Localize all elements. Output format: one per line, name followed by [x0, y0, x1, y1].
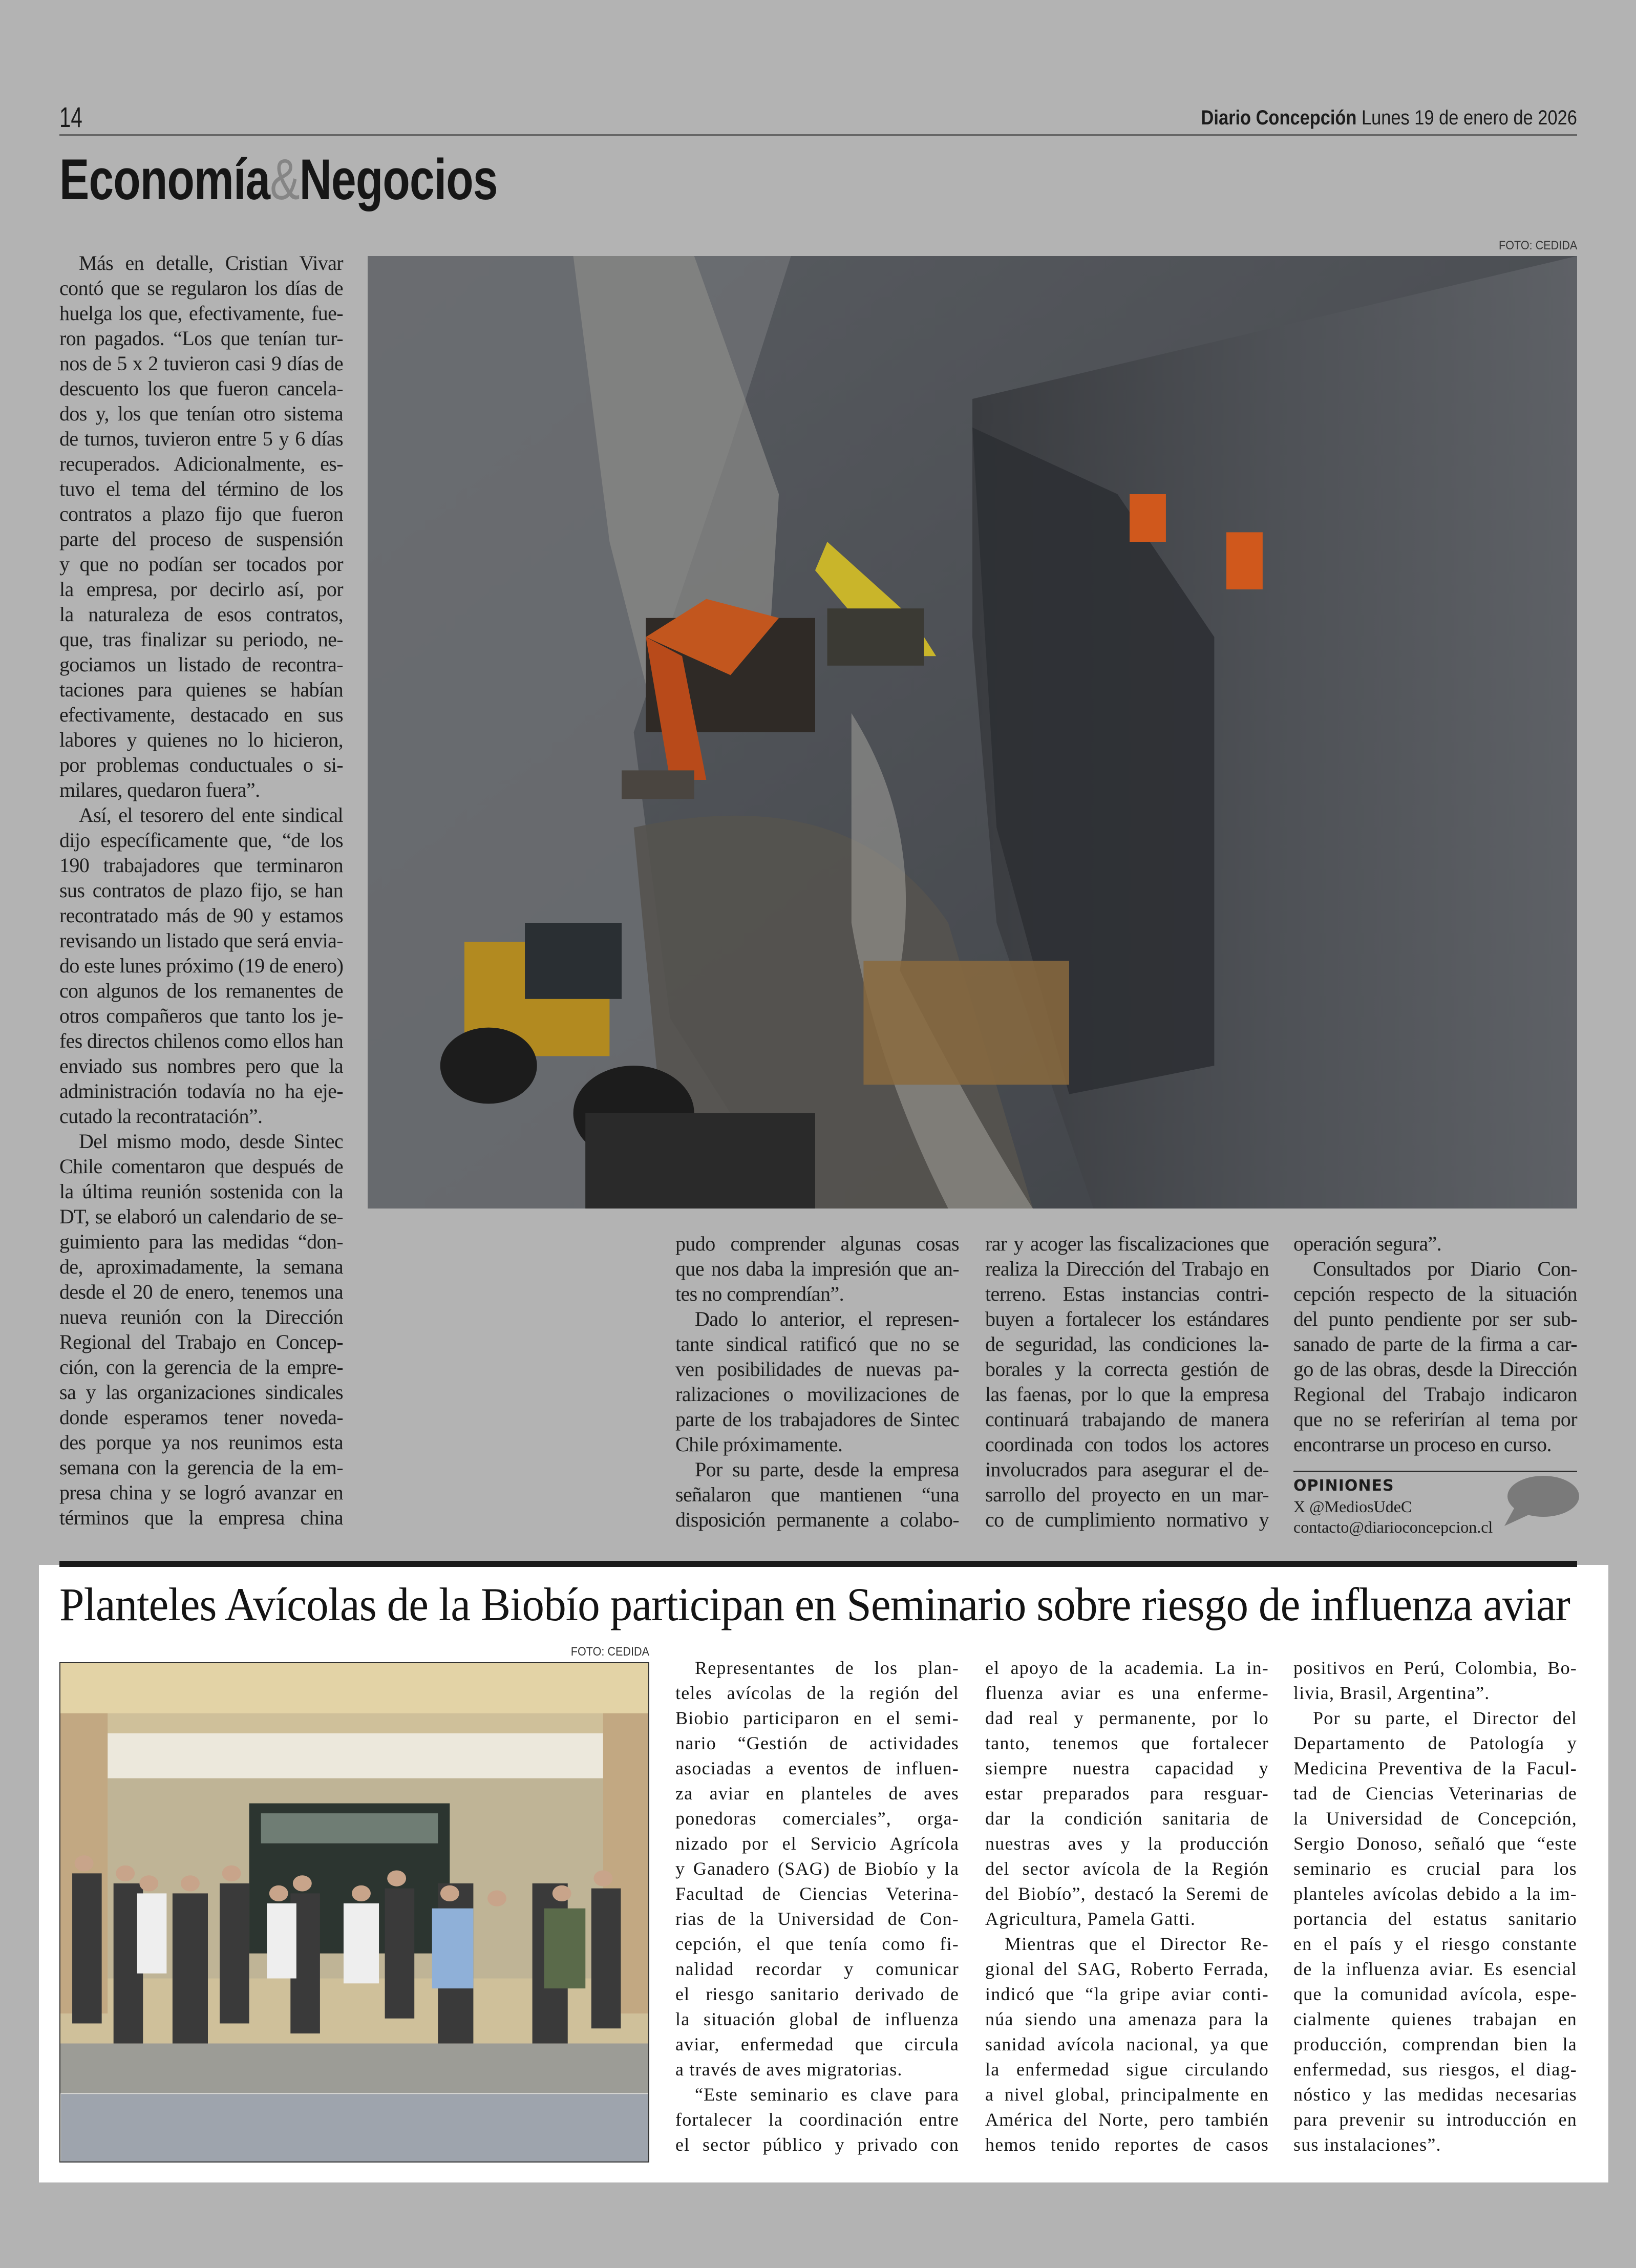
text-line: sanado de parte de la firma a car-	[1293, 1332, 1577, 1355]
text-line: “Este seminario es clave para	[695, 2084, 959, 2105]
text-line: el sector público y privado con	[675, 2134, 959, 2155]
text-line: de turnos, tuvieron entre 5 y 6 días	[59, 427, 343, 450]
text-line: fluenza aviar es una enferme-	[985, 1683, 1269, 1703]
text-line: las faenas, por lo que la empresa	[985, 1383, 1269, 1406]
text-line: desde el 20 de enero, tenemos una	[59, 1280, 343, 1303]
opiniones-email[interactable]: contacto@diarioconcepcion.cl	[1293, 1518, 1493, 1536]
text-line: de seguridad, las condiciones la-	[985, 1332, 1269, 1355]
text-line: aviar, enfermedad que circula	[675, 2034, 959, 2054]
text-line: enfermedad, sus riesgos, el diag-	[1293, 2059, 1577, 2080]
header-rule	[59, 134, 1577, 136]
text-line: que la comunidad avícola, espe-	[1293, 1984, 1577, 2004]
text-line: planteles avícolas debido a la im-	[1293, 1883, 1577, 1904]
text-line: des porque ya nos reunimos esta	[59, 1431, 343, 1454]
text-line: la empresa, por decirlo así, por	[59, 578, 343, 601]
text-line: recuperados. Adicionalmente, es-	[59, 452, 343, 475]
text-line: Facultad de Ciencias Veterina-	[675, 1883, 959, 1904]
text-line: nóstico y las medidas necesarias	[1293, 2084, 1577, 2105]
text-line: dos y, los que tenían otro sistema	[59, 402, 343, 425]
text-line: que nos daba la impresión que an-	[675, 1257, 959, 1280]
text-line: terreno. Estas instancias contri-	[985, 1282, 1269, 1305]
text-line: asociadas a eventos de influen-	[675, 1758, 959, 1778]
text-line: cepción respecto de la situación	[1293, 1282, 1577, 1305]
text-line: producción, comprendan bien la	[1293, 2034, 1577, 2054]
text-line: por problemas conductuales o si-	[59, 753, 343, 776]
text-line: nalidad recordar y comunicar	[675, 1959, 959, 1979]
text-line: Agricultura, Pamela Gatti.	[985, 1909, 1196, 1929]
text-line: Sergio Donoso, señaló que “este	[1293, 1833, 1577, 1854]
text-line: siempre nuestra capacidad y	[985, 1758, 1269, 1778]
text-line: portancia del estatus sanitario	[1293, 1909, 1577, 1929]
text-line: rar y acoger las fiscalizaciones que	[985, 1232, 1269, 1255]
text-line: ron pagados. “Los que tenían tur-	[59, 327, 343, 350]
text-line: que, tras finalizar su periodo, ne-	[59, 628, 343, 651]
text-line: tuvo el tema del término de los	[59, 477, 343, 500]
text-line: sa y las organizaciones sindicales	[59, 1381, 343, 1404]
text-line: Departamento de Patología y	[1293, 1733, 1577, 1753]
text-line: ción, con la gerencia de la empre-	[59, 1355, 343, 1379]
group-photo	[59, 1662, 649, 2163]
text-line: huelga los que, efectivamente, fue-	[59, 302, 343, 325]
text-line: guimiento para las medidas “don-	[59, 1230, 343, 1253]
text-line: rias de la Universidad de Con-	[675, 1909, 959, 1929]
text-line: dad real y permanente, por lo	[985, 1708, 1269, 1728]
article-column-2	[675, 1232, 959, 1533]
section-title-right: Negocios	[299, 147, 498, 211]
text-line: Chile próximamente.	[675, 1433, 843, 1456]
text-line: del sector avícola de la Región	[985, 1858, 1269, 1879]
text-line: hemos tenido reportes de casos	[985, 2134, 1269, 2155]
text-line: y Ganadero (SAG) de Biobío y la	[675, 1858, 959, 1879]
text-line: teles avícolas de la región del	[675, 1683, 959, 1703]
text-line: ven posibilidades de nuevas pa-	[675, 1358, 959, 1381]
text-line: Consultados por Diario Con-	[1313, 1257, 1577, 1280]
construction-site-photo	[368, 256, 1577, 1209]
text-line: presa china y se logró avanzar en	[59, 1481, 343, 1504]
text-line: pudo comprender algunas cosas	[675, 1232, 959, 1255]
opiniones-social-handle[interactable]: X @MediosUdeC	[1293, 1497, 1412, 1516]
text-line: Chile comentaron que después de	[59, 1155, 343, 1178]
text-line: efectivamente, destacado en sus	[59, 703, 343, 726]
text-line: nos de 5 x 2 tuvieron casi 9 días de	[59, 352, 343, 375]
text-line: que no se referirían al tema por	[1293, 1408, 1577, 1431]
text-line: Regional del Trabajo indicaron	[1293, 1383, 1577, 1406]
article-column-1	[59, 251, 343, 1531]
text-line: tanto, tenemos que fortalecer	[985, 1733, 1269, 1753]
text-line: América del Norte, pero también	[985, 2109, 1269, 2130]
text-line: señalaron que mantienen “una	[675, 1483, 959, 1506]
text-line: la última reunión sostenida con la	[59, 1180, 343, 1203]
text-line: tes no comprendían”.	[675, 1282, 844, 1305]
text-line: fortalecer la coordinación entre	[675, 2109, 959, 2130]
text-line: Representantes de los plan-	[695, 1658, 959, 1678]
text-line: taciones para quienes se habían	[59, 678, 343, 701]
article-column-4	[1293, 1232, 1577, 1457]
text-line: livia, Brasil, Argentina”.	[1293, 1683, 1490, 1703]
text-line: parte del proceso de suspensión	[59, 527, 343, 550]
paper-name: Diario Concepción	[1201, 107, 1357, 129]
text-line: ponedoras comerciales”, orga-	[675, 1808, 959, 1829]
text-line: Del mismo modo, desde Sintec	[79, 1130, 343, 1153]
article-column-2	[985, 1657, 1269, 2159]
text-line: a través de aves migratorias.	[675, 2059, 903, 2080]
text-line: Así, el tesorero del ente sindical	[79, 803, 343, 826]
article-column-3	[985, 1232, 1269, 1533]
text-line: borales y la correcta gestión de	[985, 1358, 1269, 1381]
text-line: el apoyo de la academia. La in-	[985, 1658, 1269, 1678]
text-line: dijo específicamente que, “de los	[59, 829, 343, 852]
text-line: del Biobío”, destacó la Seremi de	[985, 1883, 1269, 1904]
text-line: involucrados para asegurar el de-	[985, 1458, 1269, 1481]
text-line: disposición permanente a colabo-	[675, 1508, 959, 1531]
opiniones-title: OPINIONES	[1293, 1477, 1394, 1495]
text-line: 190 trabajadores que terminaron	[59, 854, 343, 877]
text-line: revisando un listado que será envia-	[59, 929, 343, 952]
text-line: de, aproximadamente, la semana	[59, 1255, 343, 1278]
text-line: para prevenir su introducción en	[1293, 2109, 1577, 2130]
text-line: indicó que “la gripe aviar conti-	[985, 1984, 1269, 2004]
text-line: nueva reunión con la Dirección	[59, 1305, 343, 1328]
text-line: nizado por el Servicio Agrícola	[675, 1833, 959, 1854]
text-line: co de cumplimiento normativo y	[985, 1508, 1269, 1531]
text-line: go de las obras, desde la Dirección	[1293, 1358, 1577, 1381]
text-line: sarrollo del proyecto en un mar-	[985, 1483, 1269, 1506]
text-line: enviado sus nombres pero que la	[59, 1054, 343, 1077]
text-line: Dado lo anterior, el represen-	[695, 1307, 959, 1330]
text-line: otros compañeros que tanto los je-	[59, 1004, 343, 1027]
text-line: a nivel global, principalmente en	[985, 2084, 1269, 2105]
text-line: contó que se regularon los días de	[59, 277, 343, 300]
text-line: términos que la empresa china	[59, 1506, 343, 1529]
text-line: buyen a fortalecer los estándares	[985, 1307, 1269, 1330]
text-line: sus instalaciones”.	[1293, 2134, 1441, 2155]
text-line: encontrarse un proceso en curso.	[1293, 1433, 1552, 1456]
text-line: seminario es crucial para los	[1293, 1858, 1577, 1879]
text-line: Más en detalle, Cristian Vivar	[79, 251, 343, 274]
text-line: DT, se elaboró un calendario de se-	[59, 1205, 343, 1228]
text-line: descuento los que fueron cancela-	[59, 377, 343, 400]
text-line: Regional del Trabajo en Concep-	[59, 1330, 343, 1353]
section-title	[59, 146, 498, 213]
article-divider	[59, 1561, 1577, 1567]
article-column-1	[675, 1657, 959, 2159]
article-headline: Planteles Avícolas de la Biobío participan en Seminario sobre riesgo de influenza aviar	[59, 1578, 1570, 1630]
page-number: 14	[59, 101, 82, 133]
text-line: la naturaleza de esos contratos,	[59, 603, 343, 626]
text-line: la Universidad de Concepción,	[1293, 1808, 1577, 1829]
text-line: contratos a plazo fijo que fueron	[59, 502, 343, 525]
text-line: de la influenza aviar. Es esencial	[1293, 1959, 1577, 1979]
text-line: cutado la recontratación”.	[59, 1105, 263, 1128]
opiniones-rule	[1293, 1471, 1577, 1472]
photo-credit: FOTO: CEDIDA	[1498, 239, 1577, 252]
text-line: operación segura”.	[1293, 1232, 1442, 1255]
text-line: nuestras aves y la producción	[985, 1833, 1269, 1854]
text-line: recontratado más de 90 y estamos	[59, 904, 343, 927]
text-line: el riesgo sanitario derivado de	[675, 1984, 959, 2004]
text-line: del punto pendiente por ser sub-	[1293, 1307, 1577, 1330]
text-line: Biobio participaron en el semi-	[675, 1708, 959, 1728]
section-title-left: Economía	[59, 147, 270, 211]
text-line: coordinada con todos los actores	[985, 1433, 1269, 1456]
issue-date: Lunes 19 de enero de 2026	[1362, 107, 1577, 129]
text-line: Por su parte, desde la empresa	[695, 1458, 959, 1481]
text-line: continuará trabajando de manera	[985, 1408, 1269, 1431]
text-line: milares, quedaron fuera”.	[59, 778, 260, 801]
text-line: la situación global de influenza	[675, 2009, 959, 2029]
masthead	[1201, 107, 1577, 130]
text-line: en el país y el riesgo constante	[1293, 1934, 1577, 1954]
text-line: za aviar en planteles de aves	[675, 1783, 959, 1804]
photo-credit: FOTO: CEDIDA	[570, 1645, 649, 1659]
text-line: realiza la Dirección del Trabajo en	[985, 1257, 1269, 1280]
text-line: cialmente quienes trabajan en	[1293, 2009, 1577, 2029]
text-line: y que no podían ser tocados por	[59, 553, 343, 576]
text-line: la enfermedad sigue circulando	[985, 2059, 1269, 2080]
text-line: gional del SAG, Roberto Ferrada,	[985, 1959, 1269, 1979]
text-line: do este lunes próximo (19 de enero)	[59, 954, 344, 977]
text-line: Mientras que el Director Re-	[1005, 1934, 1269, 1954]
text-line: gociamos un listado de recontra-	[59, 653, 343, 676]
text-line: nario “Gestión de actividades	[675, 1733, 959, 1753]
text-line: labores y quienes no lo hicieron,	[59, 728, 343, 751]
text-line: sanidad avícola nacional, ya que	[985, 2034, 1269, 2054]
text-line: cepción, el que tenía como fi-	[675, 1934, 959, 1954]
text-line: tad de Ciencias Veterinarias de	[1293, 1783, 1577, 1804]
text-line: sus contratos de plazo fijo, se han	[59, 879, 343, 902]
section-title-ampersand: &	[270, 147, 300, 211]
text-line: tante sindical ratificó que no se	[675, 1332, 959, 1355]
speech-bubble-icon	[1500, 1475, 1580, 1531]
text-line: dar la condición sanitaria de	[985, 1808, 1269, 1829]
text-line: con algunos de los remanentes de	[59, 979, 343, 1002]
text-line: estar preparados para resguar-	[985, 1783, 1269, 1804]
text-line: parte de los trabajadores de Sintec	[675, 1408, 959, 1431]
text-line: Por su parte, el Director del	[1313, 1708, 1577, 1728]
text-line: núa siendo una amenaza para la	[985, 2009, 1269, 2029]
text-line: donde esperamos tener noveda-	[59, 1406, 343, 1429]
text-line: administración todavía no ha eje-	[59, 1079, 343, 1103]
text-line: semana con la gerencia de la em-	[59, 1456, 343, 1479]
text-line: ralizaciones o movilizaciones de	[675, 1383, 959, 1406]
article-column-3	[1293, 1657, 1577, 2159]
text-line: positivos en Perú, Colombia, Bo-	[1293, 1658, 1577, 1678]
text-line: fes directos chilenos como ellos han	[59, 1029, 344, 1052]
text-line: Medicina Preventiva de la Facul-	[1293, 1758, 1577, 1778]
